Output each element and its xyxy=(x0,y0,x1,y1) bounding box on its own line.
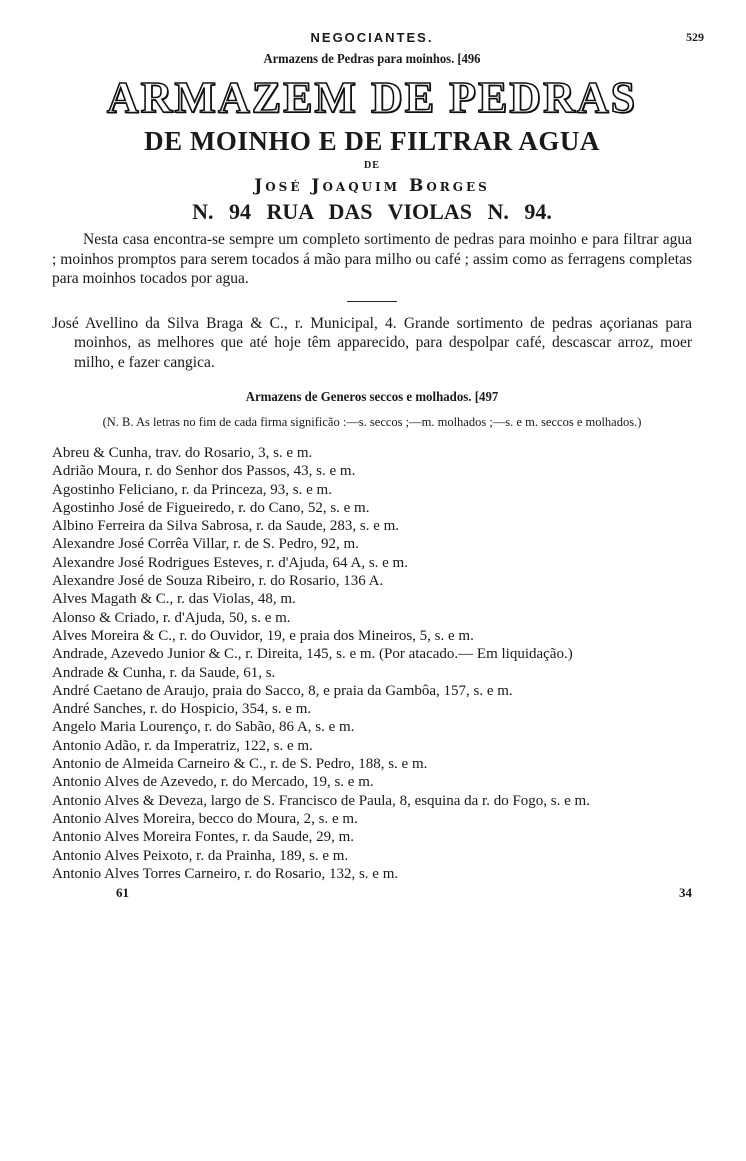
advert-address: N. 94 RUA DAS VIOLAS N. 94. xyxy=(192,199,552,224)
running-head xyxy=(52,30,704,52)
list-item: André Sanches, r. do Hospicio, 354, s. e m. xyxy=(52,701,312,718)
list-item: Abreu & Cunha, trav. do Rosario, 3, s. e m. xyxy=(52,445,313,461)
list-item: Alexandre José Corrêa Villar, r. de S. Pedro, 92, m. xyxy=(52,536,359,553)
list-item: André Caetano de Araujo, praia do Sacco, 8, e praia da Gambôa, 157, s. e m. xyxy=(52,682,513,699)
list-item: Antonio Alves de Azevedo, r. do Mercado, 19, s. e m. xyxy=(52,774,374,791)
list-item: Antonio Alves Moreira Fontes, r. da Saude, 29, m. xyxy=(52,829,355,846)
list-item: Adrião Moura, r. do Senhor dos Passos, 43, s. e m. xyxy=(52,463,356,480)
list-item: Andrade, Azevedo Junior & C., r. Direita, 145, s. e m. (Por atacado.— Em liquidação.) xyxy=(52,646,573,663)
list-item: Alves Moreira & C., r. do Ouvidor, 19, e praia dos Mineiros, 5, s. e m. xyxy=(52,627,474,644)
list-item: Antonio Alves & Deveza, largo de S. Francisco de Paula, 8, esquina da r. do Fogo, s. e m. xyxy=(52,792,590,809)
section-heading-millstones: Armazens de Pedras para moinhos. [496 xyxy=(263,52,481,67)
list-item: Andrade & Cunha, r. da Saude, 61, s. xyxy=(52,664,276,681)
advert-subtitle: DE MOINHO E DE FILTRAR AGUA xyxy=(144,126,600,156)
footer-signature-right: 34 xyxy=(679,885,692,901)
list-item: Angelo Maria Lourenço, r. do Sabão, 86 A, s. e m. xyxy=(52,719,355,736)
list-item: Agostinho Feliciano, r. da Princeza, 93, s. e m. xyxy=(52,481,332,498)
page-number: 529 xyxy=(686,30,704,44)
list-item: Alexandre José Rodrigues Esteves, r. d'Ajuda, 64 A, s. e m. xyxy=(52,554,408,571)
footer-signature-left: 61 xyxy=(116,885,129,901)
list-item: Antonio Alves Torres Carneiro, r. do Rosario, 132, s. e m. xyxy=(52,865,399,882)
advert-title: ARMAZEM DE PEDRAS xyxy=(106,73,638,122)
list-item: Antonio Alves Peixoto, r. da Prainha, 189, s. e m. xyxy=(52,847,349,864)
advert-de: DE xyxy=(364,160,380,171)
abbreviation-note: (N. B. As letras no fim de cada firma significão :—s. seccos ;—m. molhados ;—s. e m. seccos e molhados.) xyxy=(102,415,642,429)
list-item: Antonio Alves Moreira, becco do Moura, 2, s. e m. xyxy=(52,810,358,827)
merchant-list xyxy=(52,444,692,883)
list-item: Agostinho José de Figueiredo, r. do Cano, 52, s. e m. xyxy=(52,499,370,516)
hanging-entry: José Avellino da Silva Braga & C., r. Municipal, 4. Grande sortimento de pedras açorianas para moinhos, as melhores que até hoje têm apparecido, para despolpar café, descascar arroz, moer milho, e fazer cangica. xyxy=(52,314,692,371)
list-item: Alves Magath & C., r. das Violas, 48, m. xyxy=(52,591,296,608)
page-footer xyxy=(52,885,692,905)
running-title: NEGOCIANTES. xyxy=(310,30,434,45)
list-item: Alexandre José de Souza Ribeiro, r. do Rosario, 136 A. xyxy=(52,573,384,590)
advert-owner: José Joaquim Borges xyxy=(254,176,490,196)
directory-page xyxy=(52,30,704,905)
divider-rule xyxy=(347,301,397,302)
list-item: Antonio Adão, r. da Imperatriz, 122, s. e m. xyxy=(52,737,313,754)
list-item: Albino Ferreira da Silva Sabrosa, r. da Saude, 283, s. e m. xyxy=(52,518,400,535)
list-item: Alonso & Criado, r. d'Ajuda, 50, s. e m. xyxy=(52,609,291,626)
advert-body: Nesta casa encontra-se sempre um completo sortimento de pedras para moinho e para filtrar agua ; moinhos promptos para serem tocados á mão para milho ou café ; assim como as ferragens completas para moinhos tocados por agua. xyxy=(52,231,692,287)
list-item: Antonio de Almeida Carneiro & C., r. de S. Pedro, 188, s. e m. xyxy=(52,756,428,773)
section-heading-groceries: Armazens de Generos seccos e molhados. [497 xyxy=(245,390,499,405)
